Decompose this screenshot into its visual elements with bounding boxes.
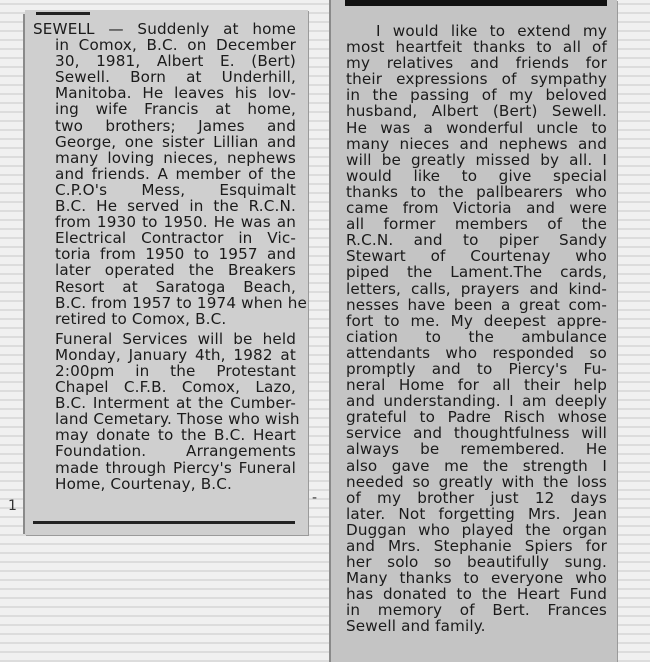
thanks-line: and understanding. I am deeply bbox=[346, 392, 607, 411]
thanks-line: letters, calls, prayers and kind- bbox=[346, 279, 607, 298]
thanks-line: service and thoughtfulness will bbox=[346, 424, 607, 443]
thanks-line: piped the Lament.The cards, bbox=[346, 263, 607, 282]
obituary-line: and friends. A member of the bbox=[55, 164, 296, 183]
thanks-line: I would like to extend my bbox=[376, 22, 607, 40]
funeral-line: Home, Courtenay, B.C. bbox=[55, 474, 232, 493]
obituary-line: from 1930 to 1950. He was an bbox=[55, 213, 296, 232]
thanks-line: promptly and to Piercy's Fu- bbox=[346, 359, 607, 378]
thanks-line: R.C.N. and to piper Sandy bbox=[346, 231, 607, 250]
obituary-line: 30, 1981, Albert E. (Bert) bbox=[55, 52, 296, 71]
obituary-bottom-rule bbox=[33, 521, 295, 524]
thanks-line: Many thanks to everyone who bbox=[346, 569, 607, 588]
thanks-line: in memory of Bert. Frances bbox=[346, 601, 607, 620]
funeral-line: made through Piercy's Funeral bbox=[55, 458, 296, 477]
obituary-line: later operated the Breakers bbox=[55, 261, 296, 280]
funeral-line: land Cemetary. Those who wish bbox=[55, 410, 300, 429]
obituary-line: ing wife Francis at home, bbox=[55, 100, 296, 119]
thanks-line: grateful to Padre Risch whose bbox=[346, 408, 607, 427]
obituary-line: in Comox, B.C. on December bbox=[55, 36, 296, 55]
thanks-line: her solo so beautifully sung. bbox=[346, 553, 607, 572]
obituary-line: Electrical Contractor in Vic- bbox=[55, 229, 296, 248]
thanks-line: came from Victoria and were bbox=[346, 199, 607, 218]
thanks-line: thanks to the pallbearers who bbox=[346, 182, 607, 201]
thanks-line: ciation to the ambulance bbox=[346, 327, 607, 346]
obituary-line: Resort at Saratoga Beach, bbox=[55, 277, 296, 296]
obituary-line: many loving nieces, nephews bbox=[55, 148, 296, 167]
obituary-line: two brothers; James and bbox=[55, 116, 296, 135]
thanks-line: most heartfeit thanks to all of bbox=[346, 38, 607, 57]
thanks-line: many nieces and nephews and bbox=[346, 134, 607, 153]
funeral-line: Funeral Services will be held bbox=[55, 329, 296, 348]
obituary-text bbox=[33, 20, 308, 493]
funeral-line: Foundation. Arrangements bbox=[55, 442, 296, 461]
thank-you-top-bar bbox=[345, 0, 607, 6]
funeral-line: Monday, January 4th, 1982 at bbox=[55, 345, 296, 364]
thanks-line: later. Not forgetting Mrs. Jean bbox=[346, 504, 607, 523]
thanks-line: Stewart of Courtenay who bbox=[346, 247, 607, 266]
thanks-line: of my brother just 12 days bbox=[346, 488, 607, 507]
obituary-line: Sewell. Born at Underhill, bbox=[55, 68, 296, 87]
thanks-line: has donated to the Heart Fund bbox=[346, 585, 607, 604]
thanks-line: nesses have been a great com- bbox=[346, 295, 607, 314]
thanks-line: neral Home for all their help bbox=[346, 376, 607, 395]
thanks-line: needed so greatly with the loss bbox=[346, 472, 607, 491]
funeral-line: 2:00pm in the Protestant bbox=[55, 361, 296, 380]
funeral-line: may donate to the B.C. Heart bbox=[55, 426, 296, 445]
funeral-line: B.C. Interment at the Cumber- bbox=[55, 394, 296, 413]
thanks-line: and Mrs. Stephanie Spiers for bbox=[346, 537, 607, 555]
thanks-line: always be remembered. He bbox=[346, 440, 607, 459]
obituary-top-rule bbox=[36, 12, 90, 15]
thanks-line: would like to give special bbox=[346, 166, 607, 185]
thanks-line: their expressions of sympathy bbox=[346, 70, 607, 89]
thanks-line: in the passing of my beloved bbox=[346, 86, 607, 105]
thanks-line: also gave me the strength I bbox=[346, 456, 607, 475]
thanks-line: Sewell and family. bbox=[346, 617, 486, 636]
margin-mark-left: 1 bbox=[8, 498, 17, 514]
funeral-line: Chapel C.F.B. Comox, Lazo, bbox=[55, 378, 296, 397]
obituary-line: B.C. from 1957 to 1974 when he bbox=[55, 293, 308, 312]
thank-you-text bbox=[346, 23, 607, 635]
thanks-line: will be greatly missed by all. I bbox=[346, 150, 607, 169]
obituary-line: B.C. He served in the R.C.N. bbox=[55, 197, 296, 216]
thanks-line: all former members of the bbox=[346, 215, 607, 234]
thanks-line: He was a wonderful uncle to bbox=[346, 118, 607, 137]
obituary-line: toria from 1950 to 1957 and bbox=[55, 245, 296, 264]
margin-mark-middle: - bbox=[312, 490, 318, 506]
thanks-line: my relatives and friends for bbox=[346, 54, 607, 73]
thanks-line: husband, Albert (Bert) Sewell. bbox=[346, 102, 607, 121]
obituary-line: George, one sister Lillian and bbox=[55, 132, 296, 151]
thanks-line: Duggan who played the organ bbox=[346, 520, 607, 539]
obituary-line: C.P.O's Mess, Esquimalt bbox=[55, 180, 296, 199]
thanks-line: fort to me. My deepest appre- bbox=[346, 311, 607, 330]
obituary-line: Manitoba. He leaves his lov- bbox=[55, 84, 296, 103]
obituary-line: SEWELL — Suddenly at home bbox=[33, 20, 296, 38]
obituary-line: retired to Comox, B.C. bbox=[55, 309, 227, 328]
thanks-line: attendants who responded so bbox=[346, 343, 607, 362]
